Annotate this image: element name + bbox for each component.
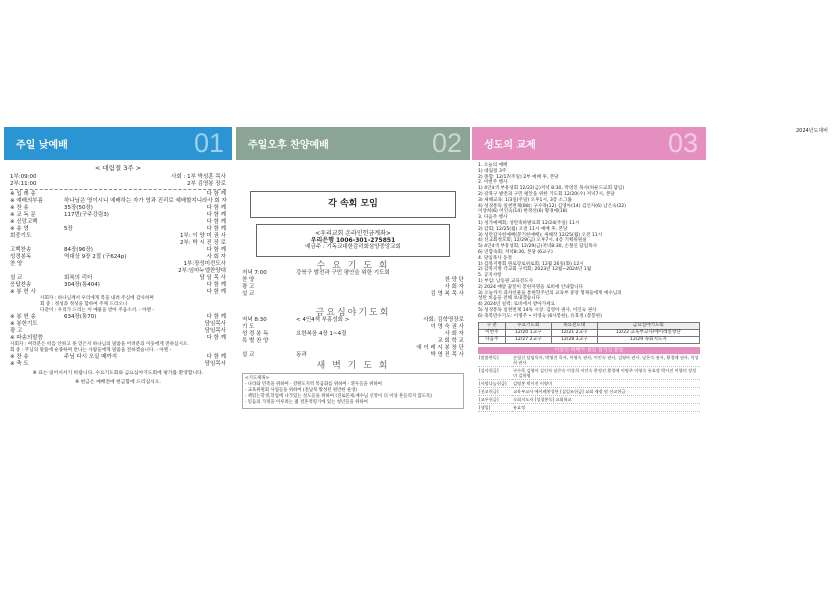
- order-row-m: [60, 219, 207, 226]
- friday-theme: < 4인4색 부흥성회 >: [296, 317, 350, 323]
- friday-row: [242, 352, 464, 359]
- news-line: 1) 4인4색 부흥성회 12/22(금)저녁 8:30, 박영진 목사(하운드교회 담임): [478, 186, 625, 192]
- order-row: [10, 328, 226, 335]
- order-row: [10, 354, 226, 361]
- service-bar: 이달의 위해서 섬김 섬기신 분들: [478, 347, 700, 355]
- offering-line: 회 중 : 정성과 정성을 합하여 주께 드리오니: [40, 302, 128, 307]
- wednesday-title: 수 요 기 도 회: [316, 261, 390, 271]
- order-row-m: 주님 다시 오실 때까지: [64, 354, 118, 360]
- order-row: [10, 254, 226, 261]
- order-row-r: 담임목사: [204, 328, 226, 334]
- table-cell: 이번주: [479, 329, 506, 336]
- friday-row-l: 성 경 봉 독: [242, 331, 269, 337]
- order-row-m: 하나님은 영이시니 예배하는 자가 영과 진리로 예배할지니라: [64, 198, 208, 204]
- service-time-row: [10, 181, 226, 188]
- service-value: [512, 388, 700, 396]
- friday-row-m: 요한복음 4장 1~4절: [296, 331, 347, 337]
- news-line: 1) 대림절 3주: [478, 168, 507, 174]
- order-row-l: ※ 송 영: [10, 226, 29, 232]
- dawn-title: 새 벽 기 도 회: [316, 361, 390, 371]
- table-cell: 12/21 2교구: [551, 329, 597, 336]
- table-row: [479, 329, 700, 336]
- friday-row-l: 기 도: [242, 324, 255, 330]
- panel-title: 주일 낮예배: [16, 140, 68, 151]
- wednesday-row-l: 찬 양: [242, 277, 255, 283]
- order-row: [10, 219, 226, 226]
- order-row-l: ※ 찬 송: [10, 354, 29, 360]
- order-row-r: 다 함 께: [206, 354, 226, 360]
- service-key: [사랑나눔헌금]: [478, 380, 512, 388]
- order-row-l: 응답찬송: [10, 282, 32, 288]
- news-line: 4) 선교회정모회; 12/29(금) 오후7시, 4층 기획위원실: [478, 238, 587, 244]
- dismissal-line: 사회자 : 여러분은 떠를 안하고 못 얻은지 하나님의 말씀을 어려분의 이웃에게 전하십시오.: [10, 342, 189, 347]
- friday-row-r: 교 회 학 교: [437, 338, 464, 344]
- order-row-r: 사 회 자: [207, 198, 227, 204]
- afternoon-service-panel: [236, 127, 470, 465]
- friday-row-m: 동과: [296, 352, 307, 358]
- friday-row-m: [292, 338, 438, 345]
- order-row-m: [60, 240, 180, 247]
- order-row: [10, 275, 226, 282]
- order-row-l: 광 고: [10, 328, 23, 334]
- prayer-item: · 나라와 민족을 위하여 · 강원도지역 복음화를 위하여 · 환우들을 위하여: [245, 382, 382, 387]
- news-line: 5) 성경통독 일천번제 14독 시상: 김영아 권사, 이인숙 권사: [478, 307, 597, 313]
- order-row-l: ※ 신앙고백: [10, 219, 38, 225]
- news-line: 성탄 비음을 전해 보내겠습니다: [478, 296, 541, 302]
- event-title: 각 속회 모임: [328, 199, 378, 209]
- prayer-box: [242, 373, 464, 409]
- news-line: 2. 이번주 행사: [478, 180, 508, 186]
- online-offering-box: [256, 224, 450, 257]
- order-row-l: ※ 예배의부름: [10, 198, 43, 204]
- news-line: 1) 감북지방회 원로장로위로회; 12월 26일(화) 12시: [478, 261, 584, 267]
- service-value: [512, 396, 700, 404]
- footnote: ※ 표는 일어서서기 바랍니다. 수요기도회와 금요심야기도회에 평가를 환영합니다.: [32, 371, 204, 376]
- wednesday-row-r: 찬 양 단: [444, 277, 464, 283]
- order-row: [10, 289, 226, 296]
- news-line: 3) 새해교육: 1/3일(주일) 오후1시, 3층 소그룹: [478, 197, 572, 203]
- friday-row-r: 박 영 진 목 사: [430, 352, 464, 358]
- prayer-title: <기도제목>: [245, 376, 270, 381]
- table-header: 금요심야기도회: [597, 322, 699, 329]
- wednesday-theme: 강북구 발전과 구민 평안을 위한 기도회: [296, 270, 390, 276]
- service-value2: 교회 재정 및 선교헌금: [585, 389, 626, 395]
- order-row-r: 사 회 자: [206, 254, 226, 260]
- wednesday-row-r: 김 영 복 목 사: [430, 291, 464, 297]
- service-time-row-l: 1부:09:00: [10, 174, 37, 180]
- service-key: [선교헌금]: [478, 388, 512, 396]
- order-row-m: 117번(구주강림3): [64, 212, 109, 218]
- online-holder: 예금주 : 기독교대한감리회삼양중앙교회: [305, 244, 401, 250]
- news-line: 4. 당임목사 동정: [478, 255, 512, 261]
- news-line: 6) 축복만수기도: 이명주 • 이영숙 (6사봉한), 유효정 (봉봉한): [478, 313, 602, 319]
- friday-row-r: 사 회 자: [444, 331, 464, 337]
- table-cell: 12/22 교육부교사/에이레봉창단: [597, 329, 699, 336]
- order-row-r: 다 함 께: [206, 247, 226, 253]
- panel-title: 성도의 교제: [484, 140, 536, 151]
- order-row-m: 304장(통404): [64, 282, 100, 288]
- order-row-l: ※ 봉 헌 사: [10, 289, 36, 295]
- order-row-m: [60, 328, 205, 335]
- order-row-l: ※ 봉헌기도: [10, 321, 38, 327]
- order-row: [10, 247, 226, 254]
- order-row-m: 634장(통70): [64, 314, 97, 320]
- table-cell: 12/28 3교구: [551, 336, 597, 343]
- friday-row: [242, 345, 464, 352]
- order-row: [10, 198, 226, 205]
- wednesday-row-l: 설 교: [242, 291, 255, 297]
- friday-row: [242, 338, 464, 345]
- order-row: [10, 191, 226, 198]
- advent-caption: < 대림절 3주 >: [94, 164, 142, 172]
- wednesday-row: [242, 277, 464, 284]
- order-row-m: [60, 321, 205, 328]
- order-row-m: [60, 268, 178, 275]
- right-margin: [706, 127, 832, 465]
- order-row-l: 성경봉독: [10, 254, 32, 260]
- order-row-l: ※ 파송의말씀: [10, 335, 43, 341]
- table-cell: 12/29 속회지도자: [597, 336, 699, 343]
- order-row-l: [10, 268, 60, 275]
- order-row: [10, 335, 226, 342]
- order-row: [10, 240, 226, 247]
- wednesday-row: [242, 284, 464, 291]
- order-row-r: 다 함 께: [206, 191, 226, 197]
- order-row-m: [60, 191, 207, 198]
- news-line: 4) 성경통독 일천번제(88): 구수목(12) 김영아(14) 김인자(6) 남은숙(22): [478, 203, 627, 209]
- order-row: [10, 205, 226, 212]
- service-value: [512, 367, 700, 380]
- sunday-service-panel: [4, 127, 232, 465]
- order-row-l: 찬 양: [10, 261, 23, 267]
- service-value-text: 김영봉 박시진 이양미: [513, 381, 553, 387]
- panel-number: 03: [667, 128, 698, 158]
- order-row-l: 고백찬송: [10, 247, 32, 253]
- friday-time: 저녁 8:30: [242, 317, 267, 323]
- order-row-r: 다 함 께: [206, 314, 226, 320]
- order-row: [10, 282, 226, 289]
- prayer-schedule-table: [478, 322, 700, 344]
- sunday-service-header: [4, 127, 232, 160]
- news-line: 1) 부임: 남동원 교육전도사: [478, 278, 534, 284]
- service-value: [512, 380, 700, 388]
- friday-row-l: 특 별 찬 양: [242, 338, 269, 344]
- wednesday-row: [242, 291, 464, 298]
- order-row-r: 다 함 께: [206, 212, 226, 218]
- order-row-l: ※ 축 도: [10, 361, 29, 367]
- order-row-r: 다 함 께: [206, 282, 226, 288]
- order-row-l: 설 교: [10, 275, 23, 281]
- service-key2: [성경봉독]: [534, 397, 555, 403]
- order-row: [10, 314, 226, 321]
- news-line: 2) 감회; 12/25(월) 오전 11시 예배 후, 본당: [478, 226, 568, 232]
- prayer-item: · 믿음의 가정을 이루려는 젊 결혼적령기에 있는 청년들을 위하여: [245, 400, 368, 405]
- table-cell: 다음주: [479, 336, 506, 343]
- order-row: [10, 268, 226, 275]
- news-line: 2) 강북구 발전과 구민 평안을 위한 기도회 12/20(수) 저녁7시, 본당: [478, 191, 615, 197]
- friday-row: [242, 324, 464, 331]
- service-value2: 교회학교: [555, 397, 572, 403]
- table-header: 수요기도회: [505, 322, 551, 329]
- margin-note: 2024년도대비: [795, 128, 828, 134]
- fellowship-header: [472, 127, 706, 160]
- order-row: [10, 233, 226, 240]
- friday-row-m: [292, 324, 430, 331]
- order-row: [10, 212, 226, 219]
- order-row-r: 다 함 께: [206, 289, 226, 295]
- offering-line: 다같이 : 우리가 드리는 이 예물을 받아 주옵소서. - 아멘 -: [40, 308, 155, 313]
- order-row: [10, 321, 226, 328]
- order-row-l: 회중기도: [10, 233, 32, 239]
- order-row-r: 1부: 이 양 미 권 사: [180, 233, 226, 239]
- event-box: [250, 191, 456, 218]
- order-row-r: 다 함 께: [206, 226, 226, 232]
- service-time-row-r: 사회 : 1부 박성훈 목사: [171, 174, 226, 180]
- order-row-l: ※ 찬 송: [10, 205, 29, 211]
- friday-host: 사회: 김학영장로: [423, 317, 464, 323]
- footnote: ※ 헌금은 예배전에 헌금함에 드리십시오.: [75, 380, 161, 385]
- order-row-l: ※ 봉 헌 송: [10, 314, 36, 320]
- order-row-m: [60, 335, 207, 342]
- order-row-r: 2부: 박 시 진 장 로: [180, 240, 226, 246]
- order-row-l: [10, 240, 60, 247]
- panel-number: 01: [193, 128, 224, 158]
- news-line: 3) 성탄감사헌예배(분기헌예배); 새해작 12/25(월) 오전 11시: [478, 232, 603, 238]
- service-key: [감사헌금]: [478, 367, 512, 380]
- order-row-r: 2부:임마누엘찬양대: [178, 268, 226, 274]
- service-value-text: 속회지도자: [513, 397, 534, 403]
- service-time-row-r: 2부 김영봉 장로: [187, 181, 226, 187]
- order-row-r: 담임목사: [204, 361, 226, 367]
- friday-row-r: 이 영 숙 권 사: [430, 324, 464, 330]
- prayer-item: · 교육위원회 사업들을 위하여 (전남북 활성된 원만한 운영): [245, 388, 358, 393]
- service-value: [512, 354, 700, 367]
- service-value-text: 손철신 담임목사, 박영진 목사, 이영숙 권사, 이인숙 권사, 김영아 권사, 남은숙 권사, 황경애 권사, 이상희 권사: [513, 355, 699, 366]
- order-row-m: [60, 233, 180, 240]
- news-line: 3) 오늘까지 과자선물을 통한학주년의 교육부 중앙 형제들에게 예수님의: [478, 290, 622, 296]
- service-value-text: 교육부교사 에이레봉창단: [513, 389, 559, 395]
- wednesday-row-l: 광 고: [242, 284, 255, 290]
- divider: [10, 189, 226, 190]
- news-line: 5) 4인4색 부흥성회; 12/29(금)저녁8:30, 손철신 담임목사: [478, 244, 598, 250]
- order-row-r: 다 함 께: [206, 219, 226, 225]
- table-cell: 12/27 2교구: [505, 336, 551, 343]
- online-account: 우리은행 1006-301-275851: [310, 237, 396, 244]
- friday-row-r: 에 이 레 시 봉 창 단: [416, 345, 464, 351]
- news-line: 이상희(6) 이인숙(14) 한정선(6) 황경애(18): [478, 209, 568, 215]
- panel-number: 02: [431, 128, 462, 158]
- table-row: [479, 336, 700, 343]
- news-line: 2) 2024 매달 꿈꿀이 봉한자명을 로비에 안내합니다: [478, 284, 584, 290]
- online-title: <우리교회 온라인헌금계좌>: [315, 230, 391, 237]
- service-key: [말씀봉독]: [478, 354, 512, 367]
- service-value-text: 유효정: [513, 405, 526, 411]
- friday-title: 금요심야기도회: [315, 308, 391, 318]
- table-header: 목요전도대: [551, 322, 597, 329]
- order-row-m: 역대상 9장 2절 (구624p): [64, 254, 127, 260]
- order-row-m: 회복의 리더: [64, 275, 93, 281]
- order-row-m: 5장: [64, 226, 73, 232]
- service-time-row-l: 2부:11:00: [10, 181, 37, 187]
- order-row: [10, 361, 226, 368]
- order-row-r: 다 함 께: [206, 205, 226, 211]
- friday-row-m: [292, 345, 416, 352]
- friday-row-l: 설 교: [242, 352, 255, 358]
- order-row-l: ※ 교 독 문: [10, 212, 36, 218]
- panel-title: 주일오후 찬양예배: [248, 140, 329, 151]
- order-row-m: [60, 361, 205, 368]
- friday-row: [242, 331, 464, 338]
- service-value: [512, 404, 700, 412]
- afternoon-service-header: [236, 127, 470, 160]
- service-key2: [십일조헌금]: [560, 389, 584, 395]
- news-line: 2) 종합: 12/17(주일) 2부 예배 후, 본당: [478, 174, 559, 180]
- fellowship-panel: [472, 127, 706, 465]
- order-row-r: 다 함 께: [206, 335, 226, 341]
- order-row-r: 담 임 목 사: [199, 275, 226, 281]
- news-line: 4) 2024년 일력: 로비에서 받아가세요: [478, 302, 556, 308]
- order-row-l: ※ 입 례 송: [10, 191, 36, 197]
- order-row-r: 1부:장성미전도사: [183, 261, 226, 267]
- wednesday-row-r: 사 회 자: [444, 284, 464, 290]
- order-row: [10, 261, 226, 268]
- order-row: [10, 226, 226, 233]
- offering-line: 사회자 : 하나님께서 우리에게 복을 내려 주심에 감사하며: [40, 296, 154, 301]
- news-line: 2) 감북지방 각교회 구역회; 2023년 12월~2024년 1월: [478, 267, 592, 273]
- news-line: 1. 오늘의 예배: [478, 163, 508, 168]
- dismissal-line: 회 중 : 주님의 말씀에 순종하며 만나는 사람들에게 말씀을 전하겠습니다. - 아멘 -: [10, 348, 172, 353]
- news-line: 6) 연합속회; 저녁8:30, 본당 (6교구): [478, 249, 553, 255]
- prayer-item: · 책읽는학생,학업에 나가있는 성도들을 위하여 (진로문제,예수님 신앙이 더 이상 흔들리지 않도록): [245, 394, 432, 399]
- news-line: 1) 성가예배회; 성탄축하발표회 12/24(주일) 11시: [478, 220, 580, 226]
- table-cell: 12/20 1교구: [505, 329, 551, 336]
- service-key: [생일]: [478, 404, 512, 412]
- wednesday-time: 저녁 7:00: [242, 270, 267, 276]
- service-value-text: 구수목 김영아 김인자 남은숙 이상희 이인숙 한정선 황경애 이명주 이영숙 유효정 박시진 이양미 장성미 김학영: [513, 368, 697, 379]
- service-key: [교우헌금]: [478, 396, 512, 404]
- order-row-r: 담임목사: [204, 321, 226, 327]
- news-line: 5. 공지사항: [478, 273, 502, 279]
- order-row-m: 84장(96장): [64, 247, 93, 253]
- order-row-m: [60, 261, 183, 268]
- order-row-m: 35장(50장): [64, 205, 93, 211]
- friday-row-l: [242, 345, 292, 352]
- news-line: 3. 다음주 행사: [478, 215, 508, 221]
- table-header: 구 분: [479, 322, 506, 329]
- service-time-row: [10, 174, 226, 181]
- order-row-m: [60, 289, 207, 296]
